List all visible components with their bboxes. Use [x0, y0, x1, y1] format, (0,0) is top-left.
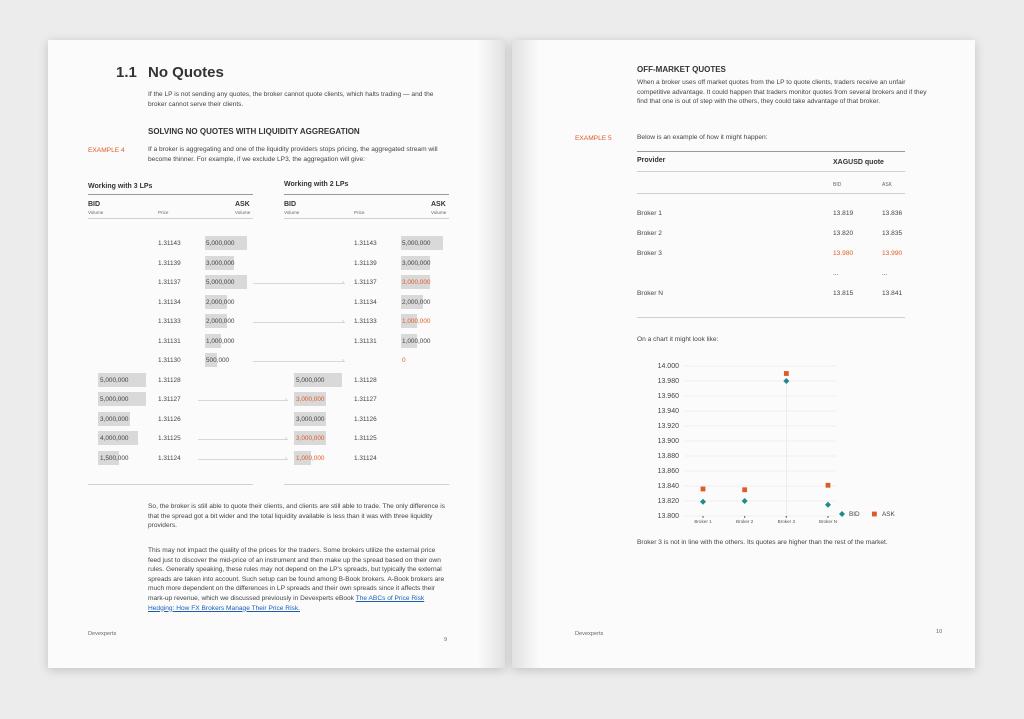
ask-volume: 2,000,000 [206, 318, 235, 325]
y-tick-label: 13.800 [657, 513, 679, 520]
legend-bid-marker [839, 511, 845, 517]
quotes-table-top-rule [637, 151, 905, 152]
y-tick-label: 13.880 [657, 453, 679, 460]
example-5-text: Below is an example of how it might happen: [637, 134, 768, 141]
table-2-bid-header: BID [284, 201, 297, 208]
right-intro: When a broker uses off market quotes from the LP to quote clients, traders receive an unfair competitive advantage. It could happen that traders monitor quotes from several brokers and if they find that one is out of step with the others, they could take advantage of that broker. [637, 79, 927, 106]
ebook-link[interactable]: The ABCs of Price Risk Hedging: How FX Brokers Manage Their Price Risk. [148, 594, 425, 612]
section-title: No Quotes [148, 64, 224, 81]
ask-volume: 0 [402, 357, 406, 364]
broker-name: Broker 1 [637, 210, 662, 217]
table-2-top-rule [284, 194, 449, 195]
bid-quote: 13.820 [833, 230, 854, 237]
bid-volume: 1,000,000 [296, 454, 325, 462]
bid-volume: 1,500,000 [100, 454, 129, 462]
y-tick-label: 13.980 [657, 378, 679, 385]
ask-volume: 3,000,000 [206, 259, 235, 267]
bid-price: 1.31124 [354, 454, 377, 462]
y-tick-label: 13.860 [657, 468, 679, 475]
body-paragraph-2 [148, 546, 448, 613]
x-tick-label: Broker 1 [694, 519, 712, 524]
x-tick-label: Broker 2 [735, 519, 754, 524]
left-footer-brand: Devexperts [88, 631, 117, 637]
broker-name: Broker 3 [637, 250, 662, 257]
y-tick-label: 13.900 [657, 438, 679, 445]
table-2-volume2-sub: Volume [431, 210, 447, 215]
quotes-table-bottom-rule [637, 317, 905, 318]
y-tick-label: 13.920 [657, 423, 679, 430]
provider-header: Provider [637, 157, 666, 164]
ask-price: 1.31130 [158, 357, 181, 364]
ask-price: 1.31131 [354, 337, 377, 345]
bid-volume: 5,000,000 [296, 376, 325, 384]
ask-price: 1.31133 [158, 318, 181, 325]
xagusd-quote-header: XAGUSD quote [833, 159, 884, 166]
change-arrow [253, 322, 345, 323]
arrow-head: › [285, 455, 287, 462]
quotes-ask-sub: ASK [882, 182, 893, 188]
ask-volume: 500,000 [206, 357, 230, 364]
bid-quote: 13.815 [833, 290, 854, 297]
bid-price: 1.31125 [354, 435, 377, 442]
table-3-ask-header: ASK [235, 201, 250, 208]
ask-volume: 2,000,000 [206, 298, 235, 306]
y-tick-label: 14.000 [657, 363, 679, 370]
bid-marker [742, 498, 748, 504]
bid-volume: 5,000,000 [100, 376, 129, 384]
change-arrow [253, 283, 345, 284]
legend-bid-label: BID [849, 511, 860, 519]
ask-price: 1.31133 [354, 318, 377, 325]
body-paragraph-1: So, the broker is still able to quote their clients, and clients are still able to trade. The only difference is that the spread got a bit wider and the total liquidity available is less than it was with three liquidity providers. [148, 503, 446, 530]
bid-volume: 4,000,000 [100, 435, 129, 442]
table-3-volume-sub: Volume [88, 210, 104, 215]
bid-price: 1.31127 [354, 396, 377, 403]
bid-volume: 5,000,000 [100, 396, 129, 403]
y-tick-label: 13.840 [657, 483, 679, 490]
ask-quote: 13.990 [882, 250, 903, 257]
ask-volume: 2,000,000 [402, 298, 431, 306]
left-page-number: 9 [444, 637, 448, 643]
ask-volume: 5,000,000 [206, 240, 235, 247]
right-page-number: 10 [936, 629, 943, 635]
example-5-label: EXAMPLE 5 [575, 135, 612, 142]
right-page [512, 40, 975, 668]
change-arrow [198, 400, 288, 401]
bid-volume: 3,000,000 [296, 396, 325, 403]
ask-price: 1.31139 [354, 259, 377, 267]
ask-marker [784, 371, 789, 376]
broker-name: Broker N [637, 290, 664, 297]
table-3-title: Working with 3 LPs [88, 183, 153, 190]
ask-price: 1.31134 [354, 298, 377, 306]
y-tick-label: 13.820 [657, 498, 679, 505]
example-4-text: If a broker is aggregating and one of the liquidity providers stops pricing, the aggregated stream will become thinner. For example, if we exclude LP3, the aggregation will give: [148, 146, 438, 163]
ask-volume: 3,000,000 [402, 279, 431, 286]
subheading: SOLVING NO QUOTES WITH LIQUIDITY AGGREGATION [148, 127, 360, 136]
x-tick-label: Broker 3 [777, 519, 796, 524]
x-tick-dot [744, 516, 745, 517]
bid-price: 1.31124 [158, 454, 181, 462]
bid-volume: 3,000,000 [296, 415, 325, 423]
ask-price: 1.31137 [158, 279, 181, 286]
right-footer-brand: Devexperts [575, 631, 604, 637]
table-2-ask-header: ASK [431, 201, 446, 208]
bid-price: 1.31126 [354, 415, 377, 423]
ask-price: 1.31131 [158, 337, 181, 345]
ask-price: 1.31143 [354, 240, 377, 247]
quotes-table-header-rule [637, 171, 905, 172]
y-tick-label: 13.940 [657, 408, 679, 415]
bid-price: 1.31125 [158, 435, 181, 442]
table-2-title: Working with 2 LPs [284, 181, 349, 188]
y-tick-label: 13.960 [657, 393, 679, 400]
arrow-head: › [285, 436, 287, 442]
bid-volume: 3,000,000 [296, 435, 325, 442]
right-gutter-shadow [512, 40, 540, 668]
table-3-price-sub: Price [158, 210, 169, 215]
bid-price: 1.31128 [158, 376, 181, 384]
left-gutter-shadow [477, 40, 505, 668]
ask-price: 1.31137 [354, 279, 377, 286]
bid-price: 1.31127 [158, 396, 181, 403]
ask-volume: 1,000,000 [402, 318, 431, 325]
ask-price: 1.31139 [158, 259, 181, 267]
x-tick-label: Broker N [818, 519, 838, 524]
table-2-header-rule [284, 218, 449, 219]
table-3-top-rule [88, 194, 253, 195]
ask-quote: 13.836 [882, 210, 903, 217]
table-2-volume-sub: Volume [284, 210, 300, 215]
body-paragraph-2-text: This may not impact the quality of the prices for the traders. Some brokers utilize the external price feed just to discover the mid-price of an instrument and then make up the spread based on their own rules. Generally speaking, these rules may not depend on the LP's spreads, but typically the external spreads are taken into account. Such setup can be found among B-Book brokers. A-Book brokers are much more dependent on the differences in LP spreads and their own spreads since it affects their mark-up revenue, which we discussed previously in Devexperts eBook [148, 547, 445, 602]
table-3-bottom-rule [88, 484, 253, 485]
table-3-bid-header: BID [88, 201, 101, 208]
ask-volume: 1,000,000 [206, 337, 235, 345]
legend-ask-marker [872, 512, 877, 517]
xagusd-chart [630, 358, 930, 528]
ask-marker [742, 487, 747, 492]
bid-quote: 13.980 [833, 250, 854, 257]
ask-volume: 5,000,000 [206, 279, 235, 286]
change-arrow [253, 361, 345, 362]
change-arrow [198, 439, 288, 440]
example-4-label: EXAMPLE 4 [88, 147, 125, 154]
arrow-head: › [342, 358, 344, 364]
ask-marker [701, 487, 706, 492]
table-3-volume2-sub: Volume [235, 210, 251, 215]
ask-quote: 13.835 [882, 230, 903, 237]
ask-marker [826, 483, 831, 488]
ask-volume: 1,000,000 [402, 337, 431, 345]
intro-paragraph: If the LP is not sending any quotes, the broker cannot quote clients, which halts trading — and the broker cannot serve their clients. [148, 91, 434, 108]
table-3-header-rule [88, 218, 253, 219]
ask-quote: 13.841 [882, 290, 903, 297]
bid-quote: 13.819 [833, 210, 854, 217]
ask-price: 1.31143 [158, 240, 181, 247]
right-heading: OFF-MARKET QUOTES [637, 65, 726, 74]
bid-price: 1.31126 [158, 415, 181, 423]
legend-ask-label: ASK [882, 511, 895, 519]
bid-marker [825, 502, 831, 508]
section-number: 1.1 [116, 64, 137, 81]
left-page [48, 40, 505, 668]
bid-price: 1.31128 [354, 376, 377, 384]
table-2-bottom-rule [284, 484, 449, 485]
table-2-price-sub: Price [354, 210, 365, 215]
x-tick-dot [827, 516, 828, 517]
ask-quote: ... [882, 270, 888, 277]
bid-marker [783, 378, 789, 384]
ask-volume: 3,000,000 [402, 259, 431, 267]
ask-price: 1.31134 [158, 298, 181, 306]
bid-quote: ... [833, 270, 839, 277]
arrow-head: › [342, 319, 344, 325]
quotes-table-sub-rule [637, 193, 905, 194]
chart-intro: On a chart it might look like: [637, 336, 719, 343]
x-tick-dot [702, 516, 703, 517]
quotes-bid-sub: BID [833, 182, 842, 188]
arrow-head: › [285, 397, 287, 403]
bid-marker [700, 499, 706, 505]
arrow-head: › [342, 280, 344, 286]
bid-volume: 3,000,000 [100, 415, 129, 423]
broker-name: Broker 2 [637, 230, 662, 237]
chart-conclusion: Broker 3 is not in line with the others. Its quotes are higher than the rest of the market. [637, 539, 888, 546]
ask-volume: 5,000,000 [402, 240, 431, 247]
change-arrow [198, 459, 288, 460]
x-tick-dot [786, 516, 787, 517]
